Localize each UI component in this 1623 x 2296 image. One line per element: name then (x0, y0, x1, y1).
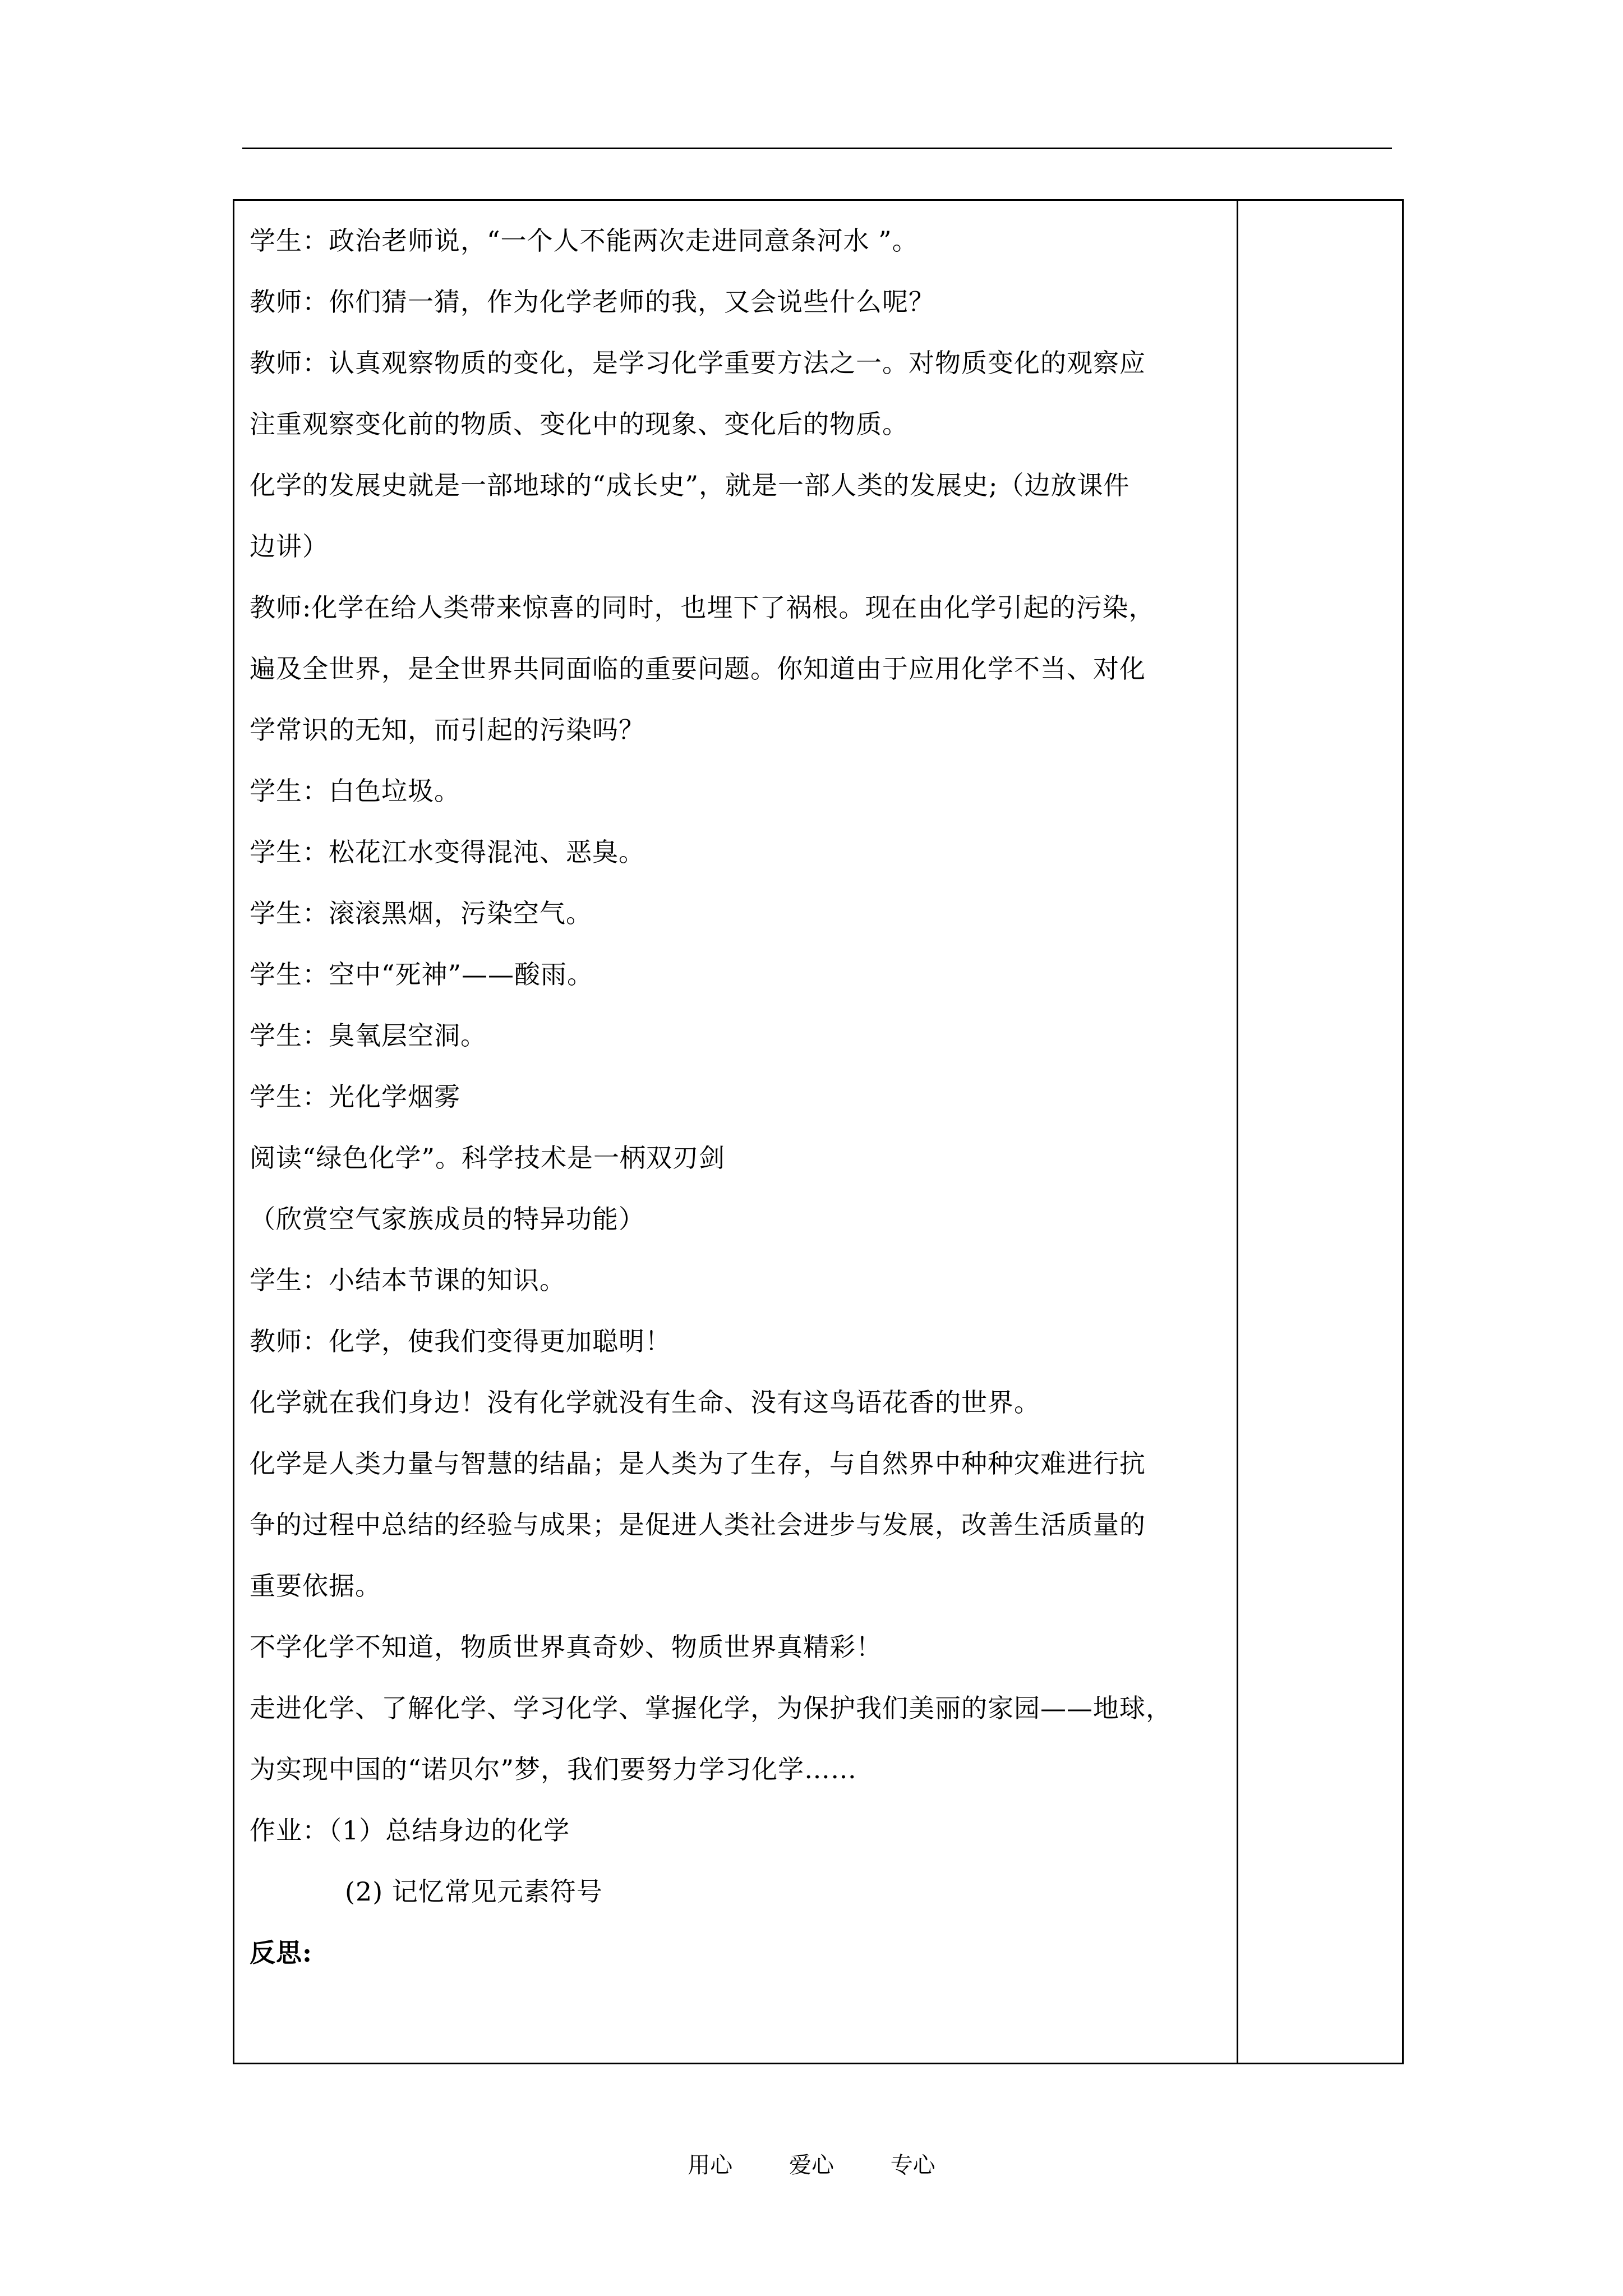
reflection-heading: 反思: (250, 1938, 312, 1968)
text-line: 学生：滚滚黑烟，污染空气。 (250, 898, 592, 928)
text-line: 遍及全世界，是全世界共同面临的重要问题。你知道由于应用化学不当、对化 (250, 654, 1146, 684)
text-line: （欣赏空气家族成员的特异功能） (250, 1204, 645, 1234)
lesson-content (250, 210, 1225, 1984)
footer-item: 专心 (890, 2152, 935, 2178)
text-line: 学生：松花江水变得混沌、恶臭。 (250, 837, 645, 867)
text-line: 化学就在我们身边！没有化学就没有生命、没有这鸟语花香的世界。 (250, 1387, 1040, 1418)
text-line: 学生：政治老师说，“一个人不能两次走进同意条河水 ”。 (250, 226, 919, 256)
text-line: 阅读“绿色化学”。科学技术是一柄双刃剑 (250, 1143, 726, 1173)
text-line: 学生：白色垃圾。 (250, 776, 460, 806)
text-line: 为实现中国的“诺贝尔”梦，我们要努力学习化学…… (250, 1754, 857, 1784)
header-rule (242, 148, 1392, 149)
text-line: 学生：光化学烟雾 (250, 1082, 460, 1112)
footer-item: 爱心 (789, 2152, 834, 2178)
text-line: 化学的发展史就是一部地球的“成长史”，就是一部人类的发展史;（边放课件 (250, 470, 1130, 500)
text-line: 化学是人类力量与智慧的结晶；是人类为了生存，与自然界中种种灾难进行抗 (250, 1448, 1146, 1479)
text-line: 教师:化学在给人类带来惊喜的同时，也埋下了祸根。现在由化学引起的污染， (250, 592, 1155, 623)
text-line: 边讲） (250, 531, 329, 562)
text-line: 教师：认真观察物质的变化，是学习化学重要方法之一。对物质变化的观察应 (250, 348, 1146, 378)
text-line: 不学化学不知道，物质世界真奇妙、物质世界真精彩！ (250, 1632, 882, 1662)
footer-item: 用心 (688, 2152, 733, 2178)
homework-line: 作业：（1）总结身边的化学 (250, 1815, 570, 1846)
text-line: 学生：臭氧层空洞。 (250, 1020, 487, 1051)
text-line: 教师：化学，使我们变得更加聪明！ (250, 1326, 671, 1356)
text-line: 重要依据。 (250, 1571, 381, 1601)
text-line: 走进化学、了解化学、学习化学、掌握化学，为保护我们美丽的家园——地球， (250, 1693, 1172, 1723)
text-line: 学生：空中“死神”——酸雨。 (250, 959, 594, 990)
text-line: 学生：小结本节课的知识。 (250, 1265, 566, 1295)
text-line: 教师：你们猜一猜，作为化学老师的我，又会说些什么呢？ (250, 287, 935, 317)
table-column-divider (1237, 199, 1238, 2064)
homework-item: (2) 记忆常见元素符号 (345, 1876, 603, 1907)
text-line: 注重观察变化前的物质、变化中的现象、变化后的物质。 (250, 409, 909, 439)
text-line: 学常识的无知，而引起的污染吗？ (250, 715, 645, 745)
text-line: 争的过程中总结的经验与成果；是促进人类社会进步与发展，改善生活质量的 (250, 1510, 1146, 1540)
page-footer (0, 2148, 1623, 2182)
